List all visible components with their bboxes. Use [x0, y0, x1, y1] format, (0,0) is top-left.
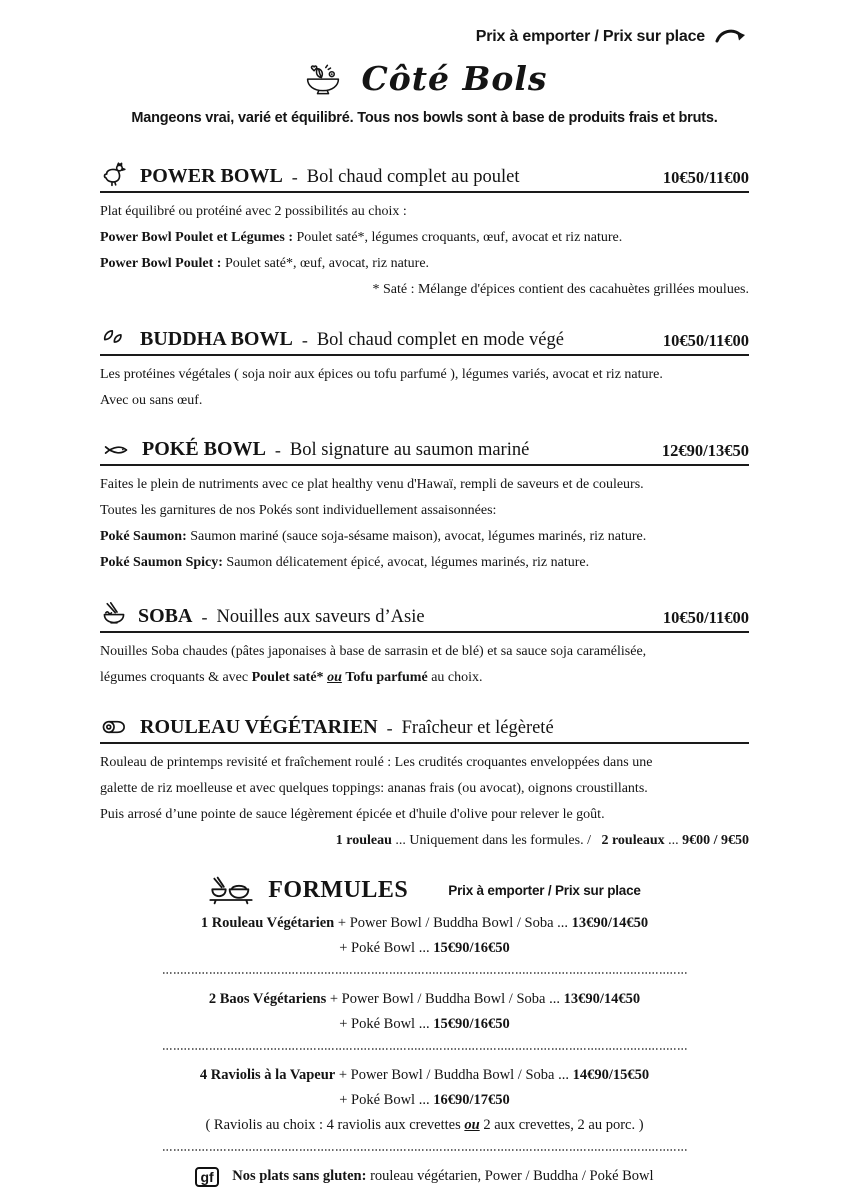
body-line [100, 199, 749, 225]
formule-item-baos [100, 982, 749, 1040]
dish-desc: galette de riz moelleuse et avec quelques toppings: ananas frais (ou avocat), oignons croustillants. [100, 781, 648, 796]
tray-bowls-icon [208, 874, 254, 906]
formule-price: 14€90/15€50 [572, 1067, 650, 1083]
formule-extra-price: 16€90/17€50 [433, 1092, 510, 1108]
dish-desc: Faites le plein de nutriments avec ce plat healthy venu d'Hawaï, rempli de saveurs et de couleurs. [100, 477, 644, 492]
body-line [100, 388, 749, 414]
formule-price: 13€90/14€50 [571, 915, 649, 931]
dish-desc: Puis arrosé d’une pointe de sauce légèrement épicée et d'huile d'olive pour relever le goût. [100, 807, 605, 822]
dashed-divider [163, 1149, 687, 1151]
brand-title: Côté Bols [361, 58, 548, 98]
dish-desc: Rouleau de printemps revisité et fraîchement roulé : Les crudités croquantes enveloppées dans une [100, 755, 653, 770]
section-price: 10€50/11€00 [662, 608, 749, 627]
formule-extra: + Poké Bowl ... [339, 1016, 434, 1032]
dish-desc: Les protéines végétales ( soja noir aux épices ou tofu parfumé ), légumes variés, avocat et riz nature. [100, 367, 663, 382]
or-word: ou [464, 1117, 480, 1133]
section-header [100, 160, 749, 193]
swoosh-arrow-icon [713, 24, 749, 50]
body-line [100, 750, 749, 776]
formule-extra: + Poké Bowl ... [339, 1092, 434, 1108]
formule-extra-price: 15€90/16€50 [433, 1016, 510, 1032]
formule-item-raviolis [100, 1058, 749, 1141]
body-line [100, 251, 749, 277]
body-line [100, 225, 749, 251]
formule-combo: + Power Bowl / Buddha Bowl / Soba ... [334, 915, 572, 931]
formule-name: 2 Baos Végétariens [208, 991, 327, 1007]
section-subtitle: Fraîcheur et légèreté [401, 718, 554, 738]
dish-name: Power Bowl Poulet et Légumes : [100, 230, 293, 245]
dash: - [386, 718, 393, 738]
body-line [100, 498, 749, 524]
price-note-label: Prix à emporter / Prix sur place [475, 28, 705, 45]
dashed-divider [163, 972, 687, 974]
two-rolls-label: 2 rouleaux [601, 833, 665, 848]
section-header [100, 600, 749, 633]
option-tofu: Tofu parfumé [345, 670, 428, 685]
sate-note: * Saté : Mélange d'épices contient des cacahuètes grillées moulues. [372, 282, 749, 297]
gluten-note-label: Nos plats sans gluten: [232, 1168, 367, 1184]
section-subtitle: Bol signature au saumon mariné [289, 440, 530, 460]
dish-desc: légumes croquants & avec [100, 670, 252, 685]
section-subtitle: Bol chaud complet en mode végé [316, 330, 564, 350]
dish-desc: au choix. [427, 670, 483, 685]
formule-combo: + Power Bowl / Buddha Bowl / Soba ... [335, 1067, 573, 1083]
section-title: ROULEAU VÉGÉTARIEN [140, 716, 378, 738]
formule-line [100, 987, 749, 1012]
dish-desc: Avec ou sans œuf. [100, 393, 203, 408]
gluten-note [100, 1167, 749, 1187]
section-power-bowl [100, 160, 749, 303]
dish-name: Poké Saumon Spicy: [100, 555, 223, 570]
or-word: ou [327, 670, 342, 685]
section-title: POKÉ BOWL [142, 438, 266, 460]
noodle-bowl-icon [100, 600, 128, 628]
formule-name: 1 Rouleau Végétarien [200, 915, 335, 931]
formule-name: 4 Raviolis à la Vapeur [199, 1067, 336, 1083]
section-rouleau-vegetarien [100, 715, 749, 854]
formule-extra-line [100, 1088, 749, 1113]
section-title: SOBA [138, 605, 193, 627]
formule-line [100, 1063, 749, 1088]
dish-name: Power Bowl Poulet : [100, 256, 222, 271]
dashed-divider [163, 1048, 687, 1050]
formule-extra: + Poké Bowl ... [339, 940, 434, 956]
spring-roll-icon [100, 715, 130, 739]
dish-desc: Poulet saté*, œuf, avocat, riz nature. [221, 256, 430, 271]
section-title: BUDDHA BOWL [140, 328, 293, 350]
section-title: POWER BOWL [140, 165, 283, 187]
dish-name: Poké Saumon: [100, 529, 187, 544]
section-subtitle: Nouilles aux saveurs d’Asie [216, 607, 425, 627]
slash: / [587, 833, 591, 848]
body-line [100, 665, 749, 691]
formule-extra-line [100, 1012, 749, 1037]
dish-desc: Plat équilibré ou protéiné avec 2 possibilités au choix : [100, 204, 407, 219]
section-soba [100, 600, 749, 691]
dish-desc: Poulet saté*, légumes croquants, œuf, avocat et riz nature. [292, 230, 623, 245]
formule-extra-price: 15€90/16€50 [433, 940, 510, 956]
section-header [100, 438, 749, 466]
section-price: 10€50/11€00 [662, 168, 749, 187]
price-note-top [100, 24, 749, 50]
section-formules [100, 874, 749, 1151]
dash: - [291, 167, 298, 187]
formule-price: 13€90/14€50 [563, 991, 641, 1007]
body-line [100, 639, 749, 665]
formule-item-rouleau [100, 906, 749, 964]
formules-title: FORMULES [268, 876, 409, 903]
fish-icon [100, 439, 132, 461]
body-line [100, 776, 749, 802]
tagline: Mangeons vrai, varié et équilibré. Tous nos bowls sont à base de produits frais et bruts. [131, 110, 718, 126]
body-line [100, 524, 749, 550]
body-line [100, 550, 749, 576]
rouleau-price-line: 1 rouleau ... Uniquement dans les formules. / 2 rouleaux ... 9€00 / 9€50 [335, 833, 749, 848]
dash: - [301, 330, 308, 350]
body-line [100, 362, 749, 388]
body-line [100, 802, 749, 828]
section-poke-bowl [100, 438, 749, 576]
section-header [100, 715, 749, 744]
rolls-price: 9€00 / 9€50 [682, 833, 749, 848]
dash: - [201, 607, 208, 627]
formules-price-note: Prix à emporter / Prix sur place [448, 882, 641, 898]
dish-desc: Nouilles Soba chaudes (pâtes japonaises à base de sarrasin et de blé) et sa sauce soja caramélisée, [100, 644, 647, 659]
gluten-free-icon: gf [195, 1167, 218, 1187]
section-subtitle: Bol chaud complet au poulet [306, 167, 520, 187]
dish-desc: Saumon mariné (sauce soja-sésame maison), avocat, légumes marinés, riz nature. [186, 529, 647, 544]
gluten-note-text: rouleau végétarien, Power / Buddha / Poké Bowl [370, 1168, 654, 1184]
section-price: 10€50/11€00 [662, 331, 749, 350]
chicken-icon [100, 160, 130, 188]
option-poulet: Poulet saté* [251, 670, 324, 685]
brand-header [100, 58, 749, 98]
dish-desc: Toutes les garnitures de nos Pokés sont individuellement assaisonnées: [100, 503, 497, 518]
formule-line [100, 911, 749, 936]
section-header [100, 327, 749, 356]
dash: - [274, 440, 281, 460]
one-roll-label: 1 rouleau [335, 833, 392, 848]
leaves-icon [100, 327, 130, 351]
formules-header [100, 874, 749, 906]
salad-bowl-logo-icon [301, 58, 345, 98]
formule-extra-line [100, 936, 749, 961]
formule-combo: + Power Bowl / Buddha Bowl / Soba ... [326, 991, 564, 1007]
raviolis-note: ( Raviolis au choix : 4 raviolis aux crevettes ou 2 aux crevettes, 2 au porc. ) [205, 1117, 644, 1133]
section-price: 12€90/13€50 [661, 441, 749, 460]
dish-desc: Saumon délicatement épicé, avocat, légumes marinés, riz nature. [222, 555, 590, 570]
section-buddha-bowl [100, 327, 749, 414]
body-line [100, 472, 749, 498]
